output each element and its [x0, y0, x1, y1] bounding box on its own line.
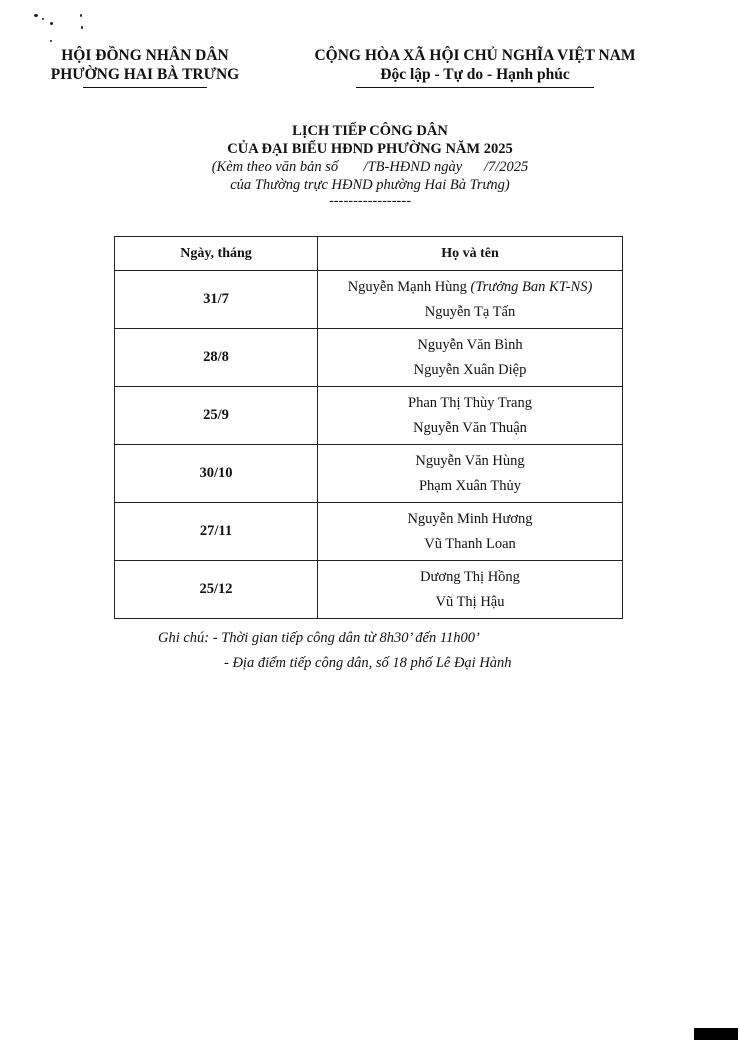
row-name-2: Vũ Thanh Loan [424, 535, 516, 552]
row-date: 25/12 [115, 561, 318, 619]
row-names [318, 445, 623, 503]
row-name-1: Phan Thị Thùy Trang [408, 394, 532, 411]
header-date: Ngày, tháng [115, 237, 318, 271]
row-date: 30/10 [115, 445, 318, 503]
authority-underline [83, 87, 207, 88]
note-time: Ghi chú: - Thời gian tiếp công dân từ 8h30’ đến 11h00’ [158, 630, 480, 646]
header-name: Họ và tên [318, 237, 623, 271]
nation-name: CỘNG HÒA XÃ HỘI CHỦ NGHĨA VIỆT NAM [314, 47, 636, 64]
table-row [115, 271, 623, 329]
row-name-1: Dương Thị Hồng [420, 568, 520, 585]
title-divider: ----------------- [328, 193, 412, 209]
row-names [318, 561, 623, 619]
table-row [115, 387, 623, 445]
row-date: 31/7 [115, 271, 318, 329]
issuing-authority [40, 46, 250, 88]
table-row [115, 503, 623, 561]
note-location: - Địa điểm tiếp công dân, số 18 phố Lê Đại Hành [224, 655, 512, 671]
row-name-2: Nguyễn Văn Thuận [413, 419, 527, 436]
table-row [115, 329, 623, 387]
row-names [318, 329, 623, 387]
row-date: 25/9 [115, 387, 318, 445]
title-reference: (Kèm theo văn bản số /TB-HĐND ngày /7/2025 [211, 159, 529, 175]
row-name-1: Nguyễn Văn Bình [417, 336, 523, 353]
authority-line-1: HỘI ĐỒNG NHÂN DÂN [61, 47, 229, 64]
document-title [100, 122, 640, 208]
row-name-2: Nguyễn Xuân Diệp [413, 361, 527, 378]
row-name-1: Nguyễn Văn Hùng [415, 452, 525, 469]
table-row [115, 561, 623, 619]
motto-underline [356, 87, 594, 88]
authority-line-2: PHƯỜNG HAI BÀ TRƯNG [50, 66, 240, 83]
row-name-2: Nguyễn Tạ Tấn [424, 303, 516, 320]
schedule-table [114, 236, 623, 619]
title-line-1: LỊCH TIẾP CÔNG DÂN [292, 123, 448, 139]
row-date: 27/11 [115, 503, 318, 561]
scan-specks [30, 10, 90, 50]
row-name-1-note: (Trưởng Ban KT-NS) [470, 278, 593, 295]
table-row [115, 445, 623, 503]
row-name-2: Phạm Xuân Thủy [418, 477, 522, 494]
row-date: 28/8 [115, 329, 318, 387]
scan-mark [694, 1028, 738, 1040]
row-names [318, 271, 623, 329]
row-name-1: Nguyễn Mạnh Hùng [347, 278, 467, 295]
title-line-2: CỦA ĐẠI BIỂU HĐND PHƯỜNG NĂM 2025 [227, 141, 513, 157]
title-reference-2: của Thường trực HĐND phường Hai Bà Trưng) [230, 177, 510, 193]
table-header-row [115, 237, 623, 271]
row-name-2: Vũ Thị Hậu [435, 593, 505, 610]
national-motto [290, 46, 660, 88]
row-names [318, 503, 623, 561]
footnote [158, 626, 638, 676]
row-name-1: Nguyễn Minh Hương [407, 510, 533, 527]
row-names [318, 387, 623, 445]
motto: Độc lập - Tự do - Hạnh phúc [380, 66, 570, 83]
